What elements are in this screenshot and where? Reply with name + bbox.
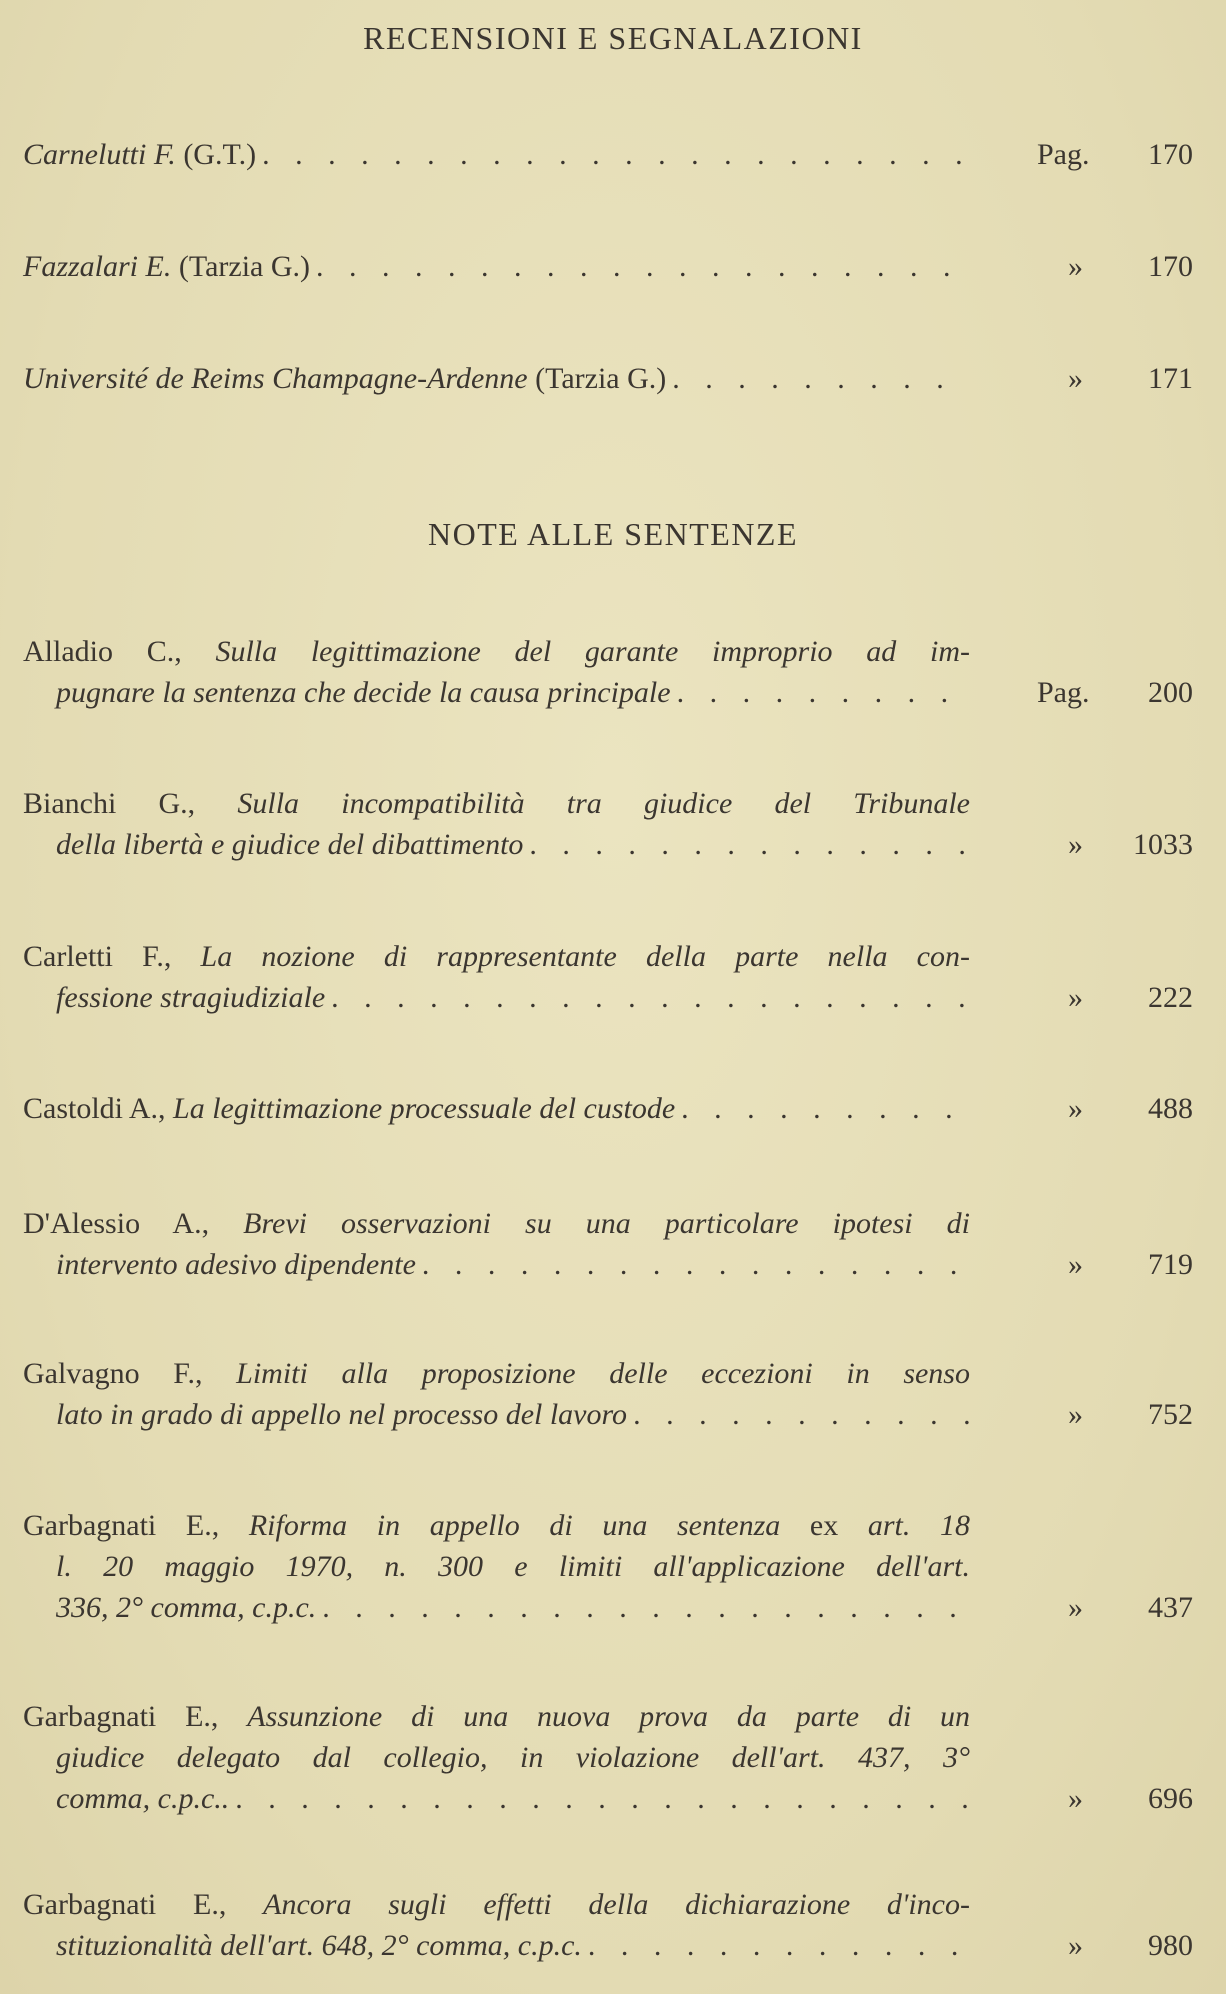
entry-title-text: comma, c.p.c..: [56, 1782, 230, 1815]
index-entry: [23, 1696, 1193, 1819]
entry-line: [56, 1244, 970, 1285]
entry-line: [23, 1203, 970, 1244]
index-entry: [23, 1203, 1193, 1285]
entry-author-text: Garbagnati E.,: [23, 1888, 264, 1921]
entry-author-text: (Tarzia G.): [171, 250, 311, 283]
dot-leader: [416, 1244, 970, 1285]
entry-line: [23, 1884, 970, 1925]
entry-line: [56, 1546, 970, 1587]
page-marker: »: [1068, 1248, 1083, 1281]
index-entry: [23, 1505, 1193, 1628]
entry-author-text: Garbagnati E.,: [23, 1700, 248, 1733]
dot-leader: [310, 246, 970, 287]
section-heading: RECENSIONI E SEGNALAZIONI: [363, 20, 863, 56]
entry-title-text: La legittimazione processuale del custode: [173, 1092, 676, 1125]
index-entry: [23, 783, 1193, 865]
dot-leader: [229, 1778, 970, 1819]
entry-title-text: Brevi osservazioni su una particolare ipotesi di: [243, 1207, 970, 1240]
entry-title-text: 336, 2° comma, c.p.c.: [56, 1591, 317, 1624]
entry-title-text: Université de Reims Champagne-Ardenne: [23, 362, 528, 395]
dot-leader: [256, 134, 970, 175]
page-marker: »: [1068, 362, 1083, 395]
entry-line: [23, 1353, 970, 1394]
entry-title-text: l. 20 maggio 1970, n. 300 e limiti all'applicazione dell'art.: [56, 1550, 970, 1583]
entry-author-text: ex: [780, 1509, 868, 1542]
entry-author-text: Bianchi G.,: [23, 787, 238, 820]
page-marker: »: [1068, 1398, 1083, 1431]
page-number: 719: [1148, 1248, 1193, 1281]
entry-title-text: Fazzalari E.: [23, 250, 172, 283]
entry-author-text: Castoldi A.,: [23, 1092, 174, 1125]
dot-leader: [671, 672, 970, 713]
page-number: 200: [1148, 676, 1193, 709]
entry-line: [23, 1696, 970, 1737]
entry-line: [23, 134, 970, 175]
page-number: 437: [1148, 1591, 1193, 1624]
entry-author-text: Alladio C.,: [23, 635, 216, 668]
entry-line: [23, 1505, 970, 1546]
entry-title-text: giudice delegato dal collegio, in violazione dell'art. 437, 3°: [56, 1741, 970, 1774]
page-marker: »: [1068, 1782, 1083, 1815]
entry-line: [23, 936, 970, 977]
entry-author-text: Carletti F.,: [23, 940, 201, 973]
entry-title-text: lato in grado di appello nel processo del lavoro: [56, 1398, 628, 1431]
page-marker: »: [1068, 1929, 1083, 1962]
entry-title-text: Sulla incompatibilità tra giudice del Tribunale: [237, 787, 970, 820]
entry-title-text: fessione stragiudiziale: [56, 981, 326, 1014]
index-entry: [23, 631, 1193, 713]
page-number: 222: [1148, 981, 1193, 1014]
entry-line: [23, 1088, 970, 1129]
section-heading: NOTE ALLE SENTENZE: [427, 516, 799, 552]
index-entry: [23, 1088, 1193, 1129]
page-number: 170: [1148, 138, 1193, 171]
entry-line: [56, 977, 970, 1018]
entry-line: [56, 1394, 970, 1435]
dot-leader: [523, 824, 970, 865]
entry-title-text: della libertà e giudice del dibattimento: [56, 828, 524, 861]
entry-title-text: Ancora sugli effetti della dichiarazione d'inco-: [263, 1888, 970, 1921]
page-marker: »: [1068, 828, 1083, 861]
dot-leader: [325, 977, 970, 1018]
dot-leader: [675, 1088, 970, 1129]
index-entry: [23, 1353, 1193, 1435]
entry-author-text: D'Alessio A.,: [23, 1207, 244, 1240]
dot-leader: [316, 1587, 970, 1628]
entry-title-text: La nozione di rappresentante della parte nella con-: [200, 940, 970, 973]
entry-line: [56, 1737, 970, 1778]
entry-author-text: Galvagno F.,: [23, 1357, 237, 1390]
entry-line: [56, 1778, 970, 1819]
page-number: 696: [1148, 1782, 1193, 1815]
entry-title-text: Riforma in appello di una sentenza: [248, 1509, 781, 1542]
page-number: 752: [1148, 1398, 1193, 1431]
index-entry: [23, 936, 1193, 1018]
entry-title-text: stituzionalità dell'art. 648, 2° comma, c.p.c.: [56, 1929, 582, 1962]
index-entry: [23, 358, 1193, 399]
entry-line: [23, 631, 970, 672]
entry-line: [23, 358, 970, 399]
page-marker: Pag.: [1037, 138, 1090, 171]
index-entry: [23, 134, 1193, 175]
page-marker: Pag.: [1037, 676, 1090, 709]
page-marker: »: [1068, 1092, 1083, 1125]
dot-leader: [666, 358, 970, 399]
entry-author-text: Garbagnati E.,: [23, 1509, 249, 1542]
entry-line: [23, 246, 970, 287]
entry-line: [56, 824, 970, 865]
entry-title-text: Limiti alla proposizione delle eccezioni in senso: [236, 1357, 970, 1390]
page-marker: »: [1068, 250, 1083, 283]
page-number: 488: [1148, 1092, 1193, 1125]
page-marker: »: [1068, 981, 1083, 1014]
page-number: 171: [1148, 362, 1193, 395]
entry-title-text: art. 18: [867, 1509, 970, 1542]
dot-leader: [627, 1394, 970, 1435]
index-entry: [23, 1884, 1193, 1966]
page-number: 170: [1148, 250, 1193, 283]
page-number: 980: [1148, 1929, 1193, 1962]
entry-line: [56, 1587, 970, 1628]
entry-title-text: Sulla legittimazione del garante improprio ad im-: [215, 635, 970, 668]
entry-author-text: (Tarzia G.): [527, 362, 667, 395]
entry-title-text: Assunzione di una nuova prova da parte di un: [247, 1700, 970, 1733]
entry-line: [56, 1925, 970, 1966]
entry-line: [56, 672, 970, 713]
page-marker: »: [1068, 1591, 1083, 1624]
page-number: 1033: [1133, 828, 1193, 861]
entry-title-text: intervento adesivo dipendente: [56, 1248, 416, 1281]
entry-author-text: (G.T.): [175, 138, 257, 171]
entry-title-text: Carnelutti F.: [23, 138, 176, 171]
dot-leader: [582, 1925, 970, 1966]
index-entry: [23, 246, 1193, 287]
entry-title-text: pugnare la sentenza che decide la causa principale: [56, 676, 671, 709]
entry-line: [23, 783, 970, 824]
